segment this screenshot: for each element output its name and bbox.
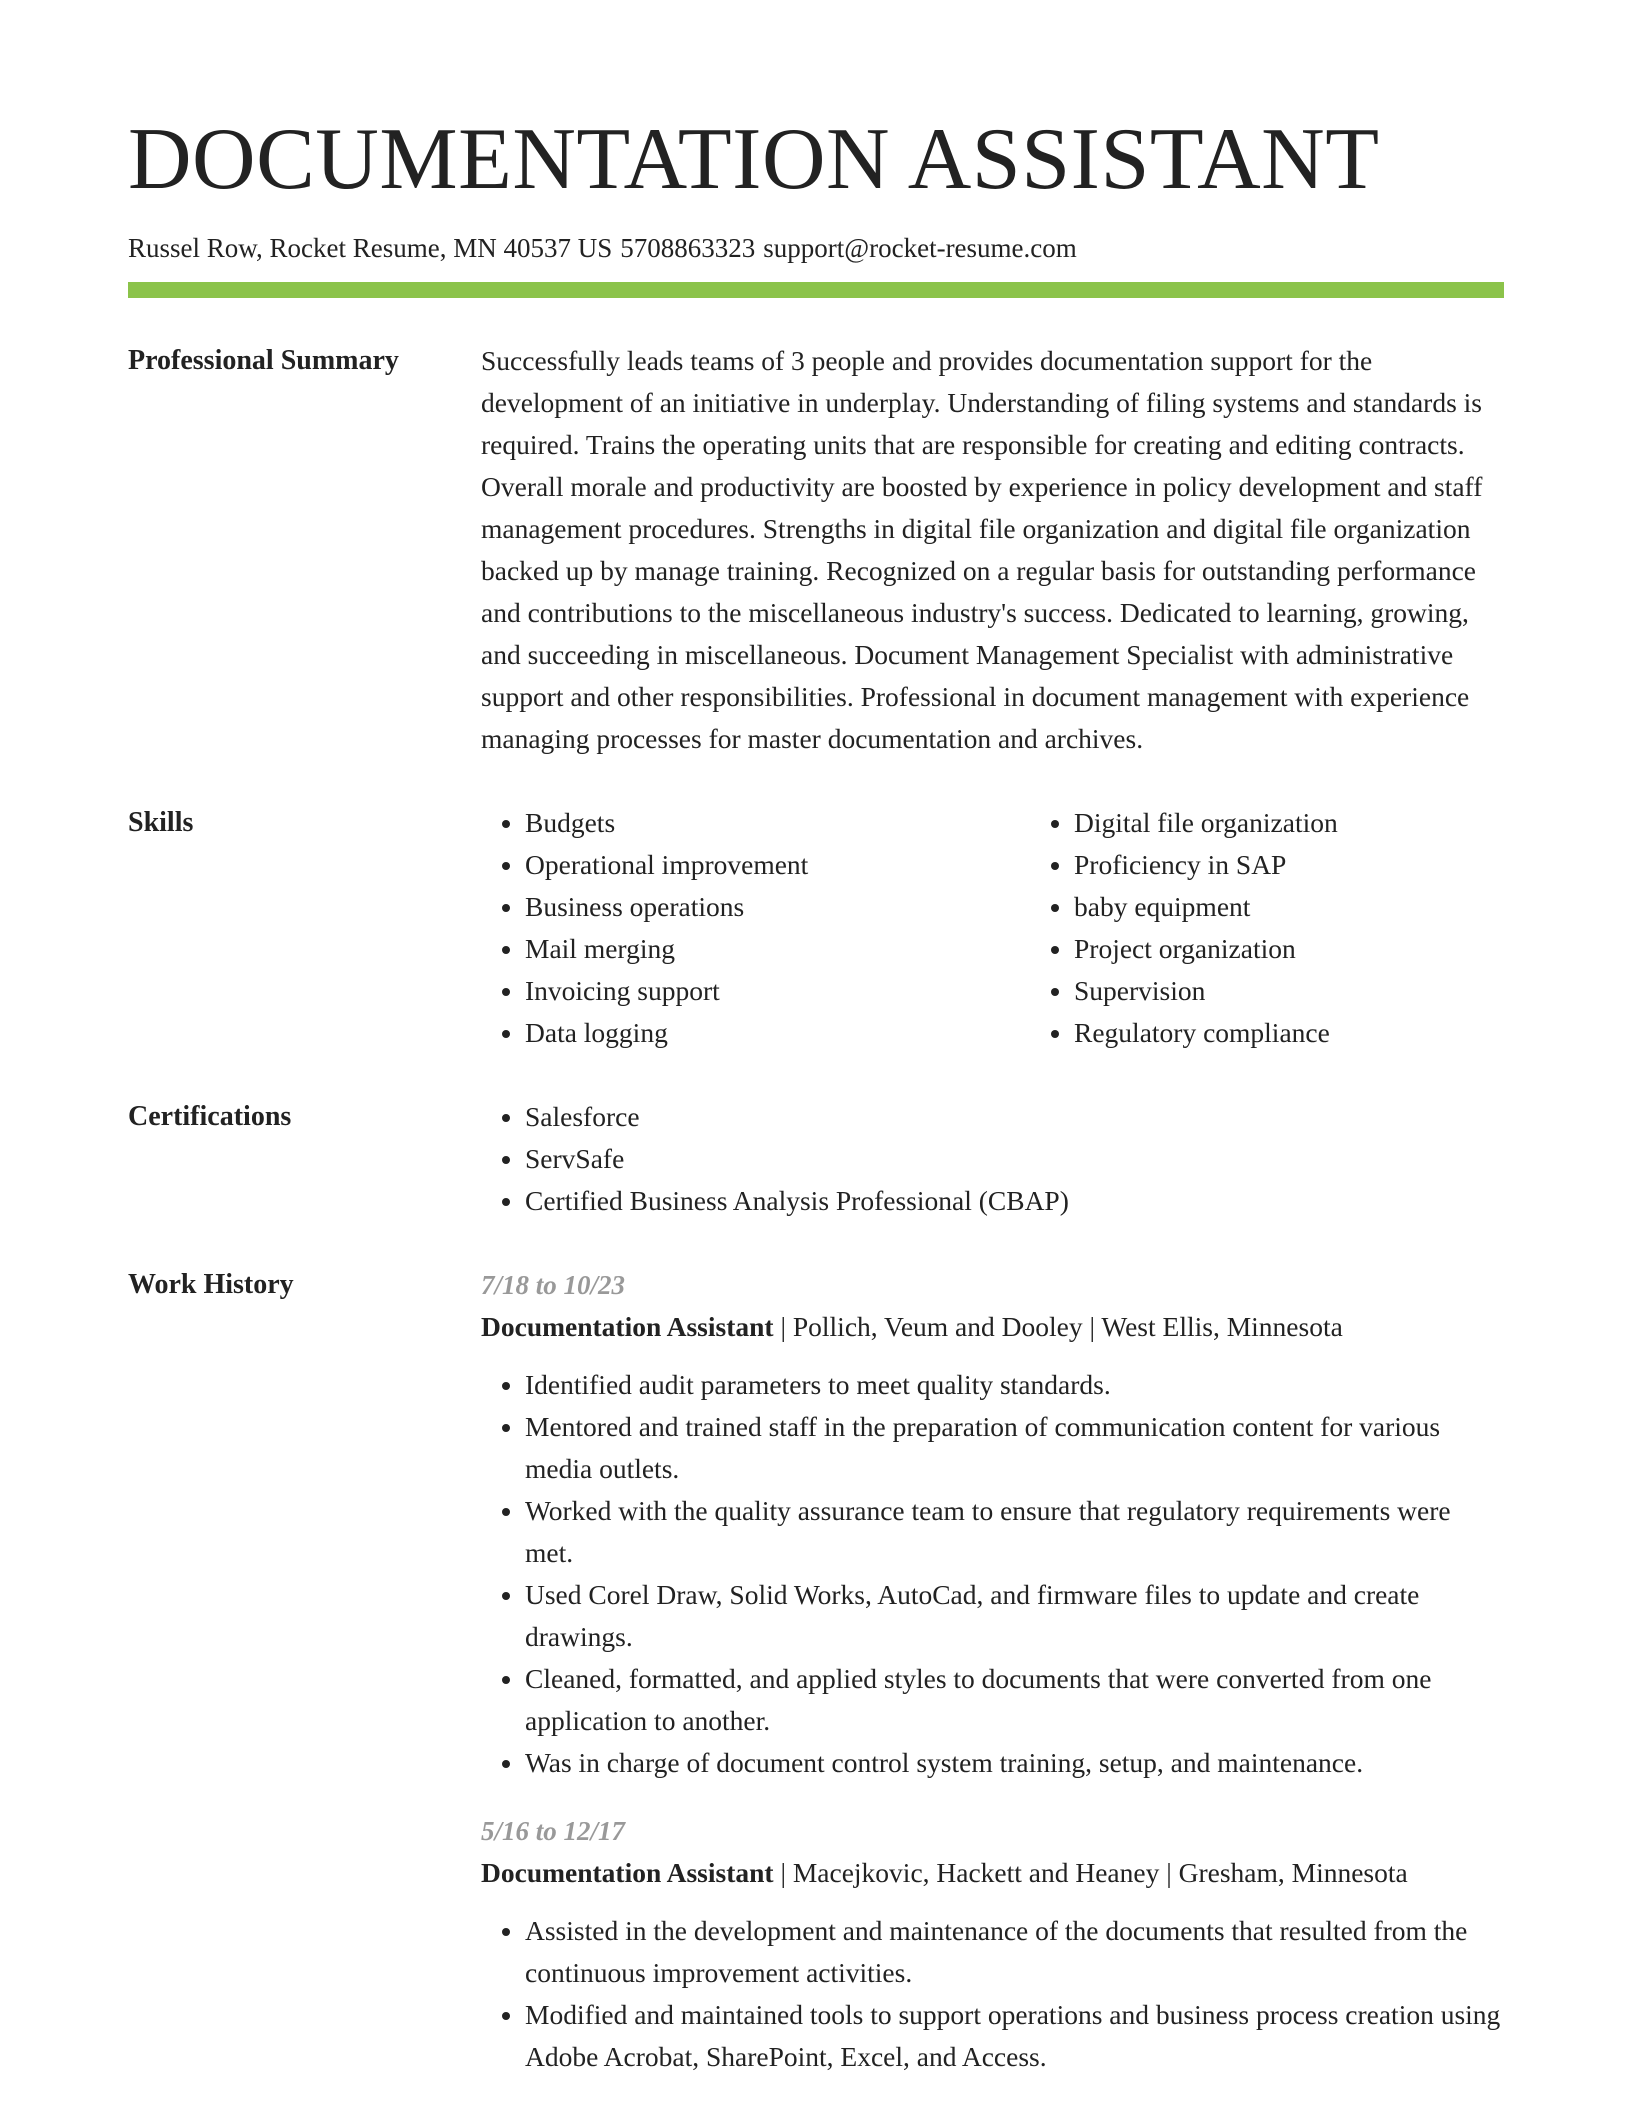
list-item: • Cleaned, formatted, and applied styles to documents that were converted from one application to another. — [525, 1658, 1504, 1742]
section-content-certifications — [481, 1096, 1504, 1222]
list-item: • ServSafe — [525, 1138, 1504, 1180]
contact-phone: 5708863323 — [620, 232, 756, 263]
section-label-summary: Professional Summary — [128, 344, 399, 376]
skills-list-right — [1030, 802, 1579, 1054]
list-item: • Certified Business Analysis Professional (CBAP) — [525, 1180, 1504, 1222]
list-item: • Assisted in the development and maintenance of the documents that resulted from the continuous improvement activities. — [525, 1910, 1504, 1994]
job-role: Documentation Assistant — [481, 1310, 774, 1342]
list-item: • Business operations — [525, 886, 1030, 928]
section-content-work-history — [481, 1264, 1504, 2078]
skills-list-left — [481, 802, 1030, 1054]
list-item: • Project organization — [1074, 928, 1579, 970]
list-item: • Mentored and trained staff in the preparation of communication content for various media outlets. — [525, 1406, 1504, 1490]
section-label-certifications: Certifications — [128, 1100, 292, 1132]
job-bullets — [481, 1910, 1504, 2078]
job-dates: 7/18 to 10/23 — [481, 1269, 626, 1300]
contact-line — [128, 231, 1504, 266]
job-details: | Macejkovic, Hackett and Heaney | Gresham, Minnesota — [773, 1856, 1408, 1888]
contact-address: Russel Row, Rocket Resume, MN 40537 US — [128, 232, 613, 263]
list-item: • Invoicing support — [525, 970, 1030, 1012]
job-role-line — [481, 1306, 1504, 1348]
section-label-work-history: Work History — [128, 1268, 294, 1300]
job-entry — [481, 1810, 1504, 2078]
header-divider — [128, 282, 1504, 298]
job-bullets — [481, 1364, 1504, 1784]
job-details: | Pollich, Veum and Dooley | West Ellis, Minnesota — [773, 1310, 1343, 1342]
job-dates: 5/16 to 12/17 — [481, 1815, 626, 1846]
summary-text: Successfully leads teams of 3 people and provides documentation support for the development of an initiative in underplay. Understanding of filing systems and standards is required. Trains the operating units that are responsible for creating and editing contracts. Overall morale and productivity are boosted by experience in policy development and staff management procedures. Strengths in digital file organization and digital file organization backed up by manage training. Recognized on a regular basis for outstanding performance and contributions to the miscellaneous industry's success. Dedicated to learning, growing, and succeeding in miscellaneous. Document Management Specialist with administrative support and other responsibilities. Professional in document management with experience managing processes for master documentation and archives. — [481, 344, 1483, 754]
list-item: • Data logging — [525, 1012, 1030, 1054]
list-item: • Worked with the quality assurance team to ensure that regulatory requirements were met. — [525, 1490, 1504, 1574]
list-item: • Operational improvement — [525, 844, 1030, 886]
list-item: • Salesforce — [525, 1096, 1504, 1138]
contact-email: support@rocket-resume.com — [763, 232, 1077, 263]
list-item: • Was in charge of document control system training, setup, and maintenance. — [525, 1742, 1504, 1784]
section-content-skills — [481, 802, 1579, 1054]
job-entry — [481, 1264, 1504, 1784]
list-item: • Mail merging — [525, 928, 1030, 970]
job-role-line — [481, 1852, 1504, 1894]
section-content-summary — [481, 340, 1504, 760]
list-item: • Modified and maintained tools to support operations and business process creation using Adobe Acrobat, SharePoint, Excel, and Access. — [525, 1994, 1504, 2078]
list-item: • baby equipment — [1074, 886, 1579, 928]
list-item: • Budgets — [525, 802, 1030, 844]
resume-title: DOCUMENTATION ASSISTANT — [128, 111, 1380, 208]
job-role: Documentation Assistant — [481, 1856, 774, 1888]
list-item: • Identified audit parameters to meet quality standards. — [525, 1364, 1504, 1406]
section-certifications — [128, 1096, 1504, 1222]
section-work-history — [128, 1264, 1504, 2078]
list-item: • Supervision — [1074, 970, 1579, 1012]
section-label-skills: Skills — [128, 806, 194, 838]
list-item: • Proficiency in SAP — [1074, 844, 1579, 886]
list-item: • Used Corel Draw, Solid Works, AutoCad, and firmware files to update and create drawings. — [525, 1574, 1504, 1658]
certifications-list — [481, 1096, 1504, 1222]
list-item: • Digital file organization — [1074, 802, 1579, 844]
list-item: • Regulatory compliance — [1074, 1012, 1579, 1054]
section-summary — [128, 340, 1504, 760]
section-skills — [128, 802, 1504, 1054]
